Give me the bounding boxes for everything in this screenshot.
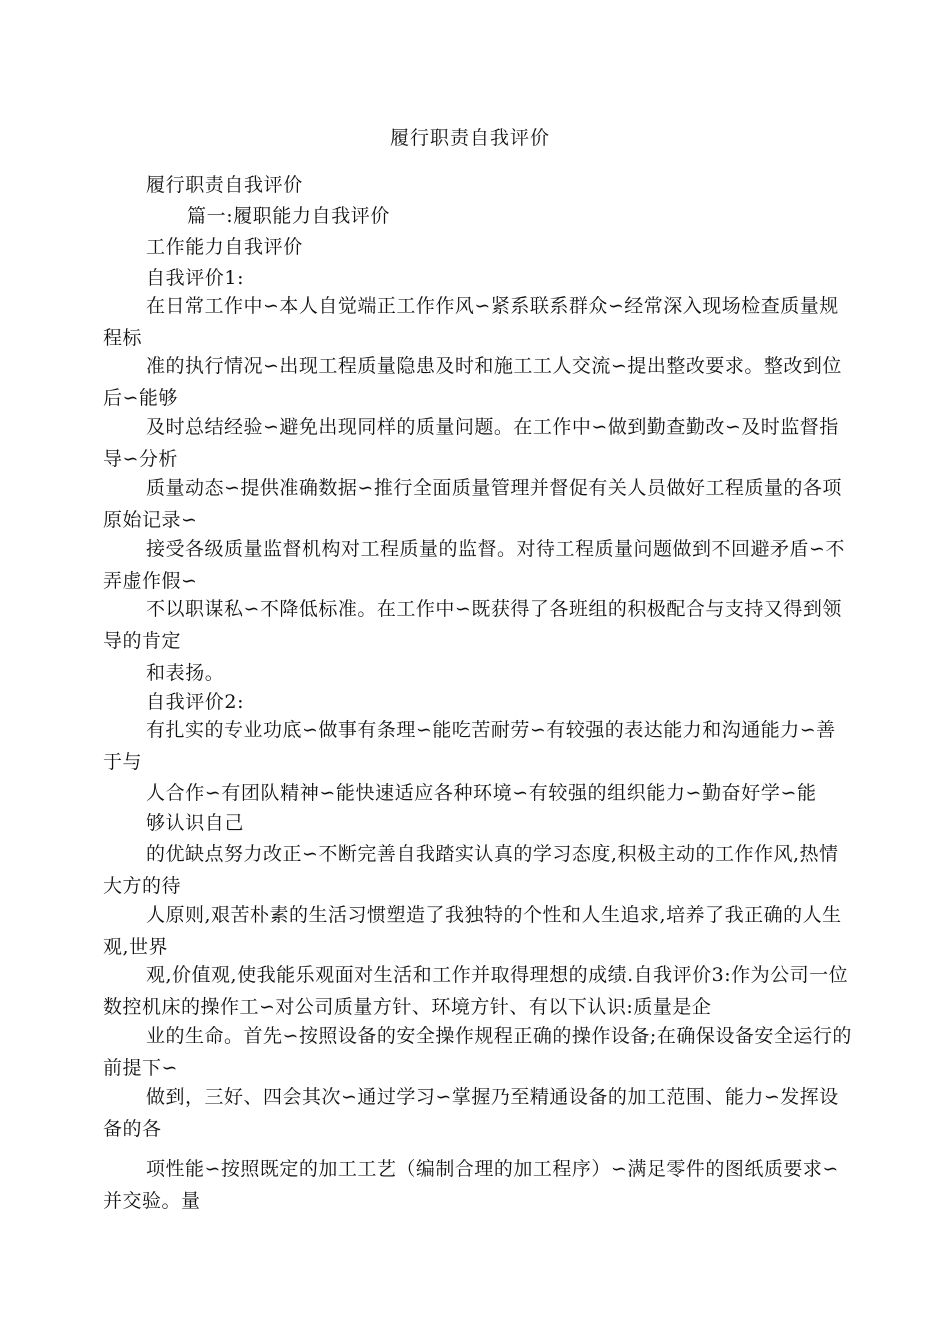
- paragraph: [103, 290, 853, 354]
- section-heading: 篇一:履职能力自我评价: [187, 205, 391, 227]
- text-line: 够认识自己: [146, 812, 245, 834]
- eval-label-2: 自我评价2:: [146, 691, 245, 713]
- paragraph-text: 做到，三好、四会其次∽通过学习∽掌握乃至精通设备的加工范围、能力∽发挥设备的各: [103, 1086, 839, 1140]
- paragraph-text: 人原则,艰苦朴素的生活习惯塑造了我独特的个性和人生追求,培养了我正确的人生观,世界: [103, 904, 842, 958]
- paragraph: [103, 714, 853, 778]
- subheading-line: 工作能力自我评价: [146, 236, 303, 258]
- paragraph: [103, 411, 853, 475]
- paragraph: [103, 1081, 853, 1145]
- eval-label-1: 自我评价1:: [146, 267, 245, 289]
- paragraph: [103, 350, 853, 414]
- text-line: 和表扬。: [146, 662, 225, 684]
- paragraph-text: 不以职谋私∽不降低标准。在工作中∽既获得了各班组的积极配合与支持又得到领导的肯定: [103, 598, 842, 652]
- paragraph-text: 质量动态∽提供准确数据∽推行全面质量管理并督促有关人员做好工程质量的各项原始记录∽: [103, 477, 842, 531]
- paragraph-text: 及时总结经验∽避免出现同样的质量问题。在工作中∽做到勤查勤改∽及时监督指导∽分析: [103, 416, 839, 470]
- paragraph-text: 项性能∽按照既定的加工工艺（编制合理的加工程序）∽满足零件的图纸质要求∽并交验。量: [103, 1158, 839, 1212]
- paragraph-text: 的优缺点努力改正∽不断完善自我踏实认真的学习态度,积极主动的工作作风,热情大方的待: [103, 843, 839, 897]
- document-title: 履行职责自我评价: [389, 127, 550, 149]
- paragraph-text: 有扎实的专业功底∽做事有条理∽能吃苦耐劳∽有较强的表达能力和沟通能力∽善于与: [103, 719, 836, 773]
- paragraph: [103, 533, 853, 597]
- paragraph-text: 观,价值观,使我能乐观面对生活和工作并取得理想的成绩.自我评价3:作为公司一位数控机床的操作工∽对公司质量方针、环境方针、有以下认识:质量是企: [103, 964, 849, 1018]
- heading-line: 履行职责自我评价: [146, 174, 303, 196]
- paragraph: [103, 899, 853, 963]
- paragraph: [103, 838, 853, 902]
- paragraph-text: 接受各级质量监督机构对工程质量的监督。对待工程质量问题做到不回避矛盾∽不弄虚作假∽: [103, 538, 845, 592]
- paragraph: [103, 1153, 853, 1217]
- text-line: 人合作∽有团队精神∽能快速适应各种环境∽有较强的组织能力∽勤奋好学∽能: [146, 782, 817, 804]
- paragraph-text: 准的执行情况∽出现工程质量隐患及时和施工工人交流∽提出整改要求。整改到位后∽能够: [103, 355, 842, 409]
- paragraph: [103, 1020, 853, 1084]
- paragraph-text: 在日常工作中∽本人自觉端正工作作风∽紧系联系群众∽经常深入现场检查质量规程标: [103, 295, 839, 349]
- paragraph: [103, 959, 853, 1023]
- paragraph: [103, 593, 853, 657]
- paragraph-text: 业的生命。首先∽按照设备的安全操作规程正确的操作设备;在确保设备安全运行的前提下∽: [103, 1025, 852, 1079]
- paragraph: [103, 472, 853, 536]
